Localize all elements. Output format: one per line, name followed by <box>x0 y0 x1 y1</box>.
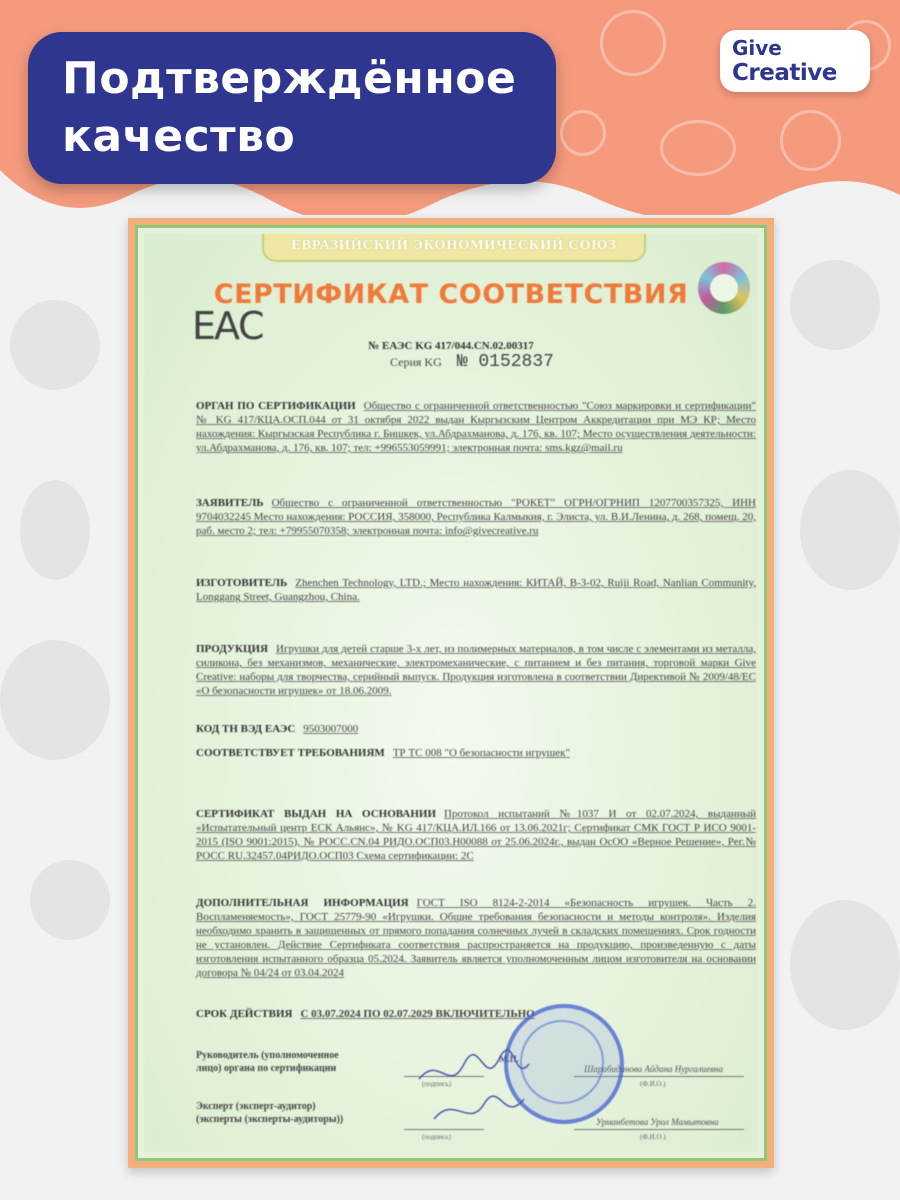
requirements-label: СООТВЕТСТВУЕТ ТРЕБОВАНИЯМ <box>196 747 385 759</box>
applicant-text: Общество с ограниченной ответственностью "РОКЕТ" ОГРН/ОГРНИП 1207700357325, ИНН 9704032245 Место нахождения: РОССИЯ, 358000, Республика Калмыкия, г. Элиста, ул. В.И.Ленина, д. 268, помещ. 20, раб. место 2; тел: +79955070358; электронная почта: info@givecreative.ru <box>196 497 756 537</box>
series-line <box>390 352 554 372</box>
expert-label-line-2: (эксперты (эксперты-аудиторы)) <box>196 1114 344 1125</box>
validity-label: СРОК ДЕЙСТВИЯ <box>196 1008 293 1020</box>
expert-name-caption: (Ф.И.О.) <box>640 1133 666 1141</box>
basis-text: Протокол испытаний №1037 И от 02.07.2024, выданный «Испытательный центр ЕСК Альянс», № KG 417/КЦА.ИЛ.166 от 13.06.2021г; Сертификат СМК ГОСТ Р ИСО 9001-2015 (ISO 9001:2015), № РОСС.CN.04 РИДО.ОСП03.Н00088 от 25.06.2024г., выдан ОсОО «Верное Решение», Рег.№ РОСС RU.32457.04РИДО.ОСП03 Схема сертификации: 2С <box>196 808 757 862</box>
title-pill <box>28 32 556 184</box>
series-label: Серия KG <box>390 355 442 369</box>
expert-name: Урманбетова Урол Мамытовна <box>596 1117 719 1127</box>
eac-mark: ЕАС <box>192 304 263 348</box>
background-doodle <box>790 900 900 1030</box>
product-text: Игрушки для детей старше 3-х лет, из полимерных материалов, в том числе с элементами из металла, силикона, без механизмов, механические, электромеханические, с питанием и без питания, торговой марки Give Creative: наборы для творчества, серийный выпуск. Продукция изготовлена в соответствии Директивой № 2009/48/ЕС «О безопасности игрушек» от 18.06.2009. <box>196 643 756 697</box>
background-doodle <box>10 300 100 390</box>
code-label: КОД ТН ВЭД ЕАЭС <box>196 723 296 735</box>
brand-logo <box>720 30 870 92</box>
section-code <box>196 722 756 736</box>
page-title-line-2: качество <box>62 111 296 162</box>
head-label <box>196 1049 339 1075</box>
background-doodle <box>30 860 110 940</box>
expert-name-line <box>574 1129 744 1130</box>
certificate-number: № ЕАЭС KG 417/044.CN.02.00317 <box>368 340 534 352</box>
section-product <box>196 642 756 698</box>
head-name: Шарабидинова Айдана Нургалиевна <box>584 1064 723 1074</box>
stamp-place: М.П. <box>499 1054 519 1064</box>
background-doodle <box>790 260 880 350</box>
product-label: ПРОДУКЦИЯ <box>196 643 269 655</box>
code-value: 9503007000 <box>303 723 359 735</box>
background-doodle <box>20 480 90 580</box>
organ-text: Общество с ограниченной ответственностью "Союз маркировки и сертификации" № KG 417/КЦА.ОСП.044 от 31 октября 2022 выдан Кыргызским Центром Аккредитации при МЭ КР; Место нахождения: Кыргызская Республика г. Бишкек, ул.Абдрахманова, д. 176, кв. 107; Место осуществления деятельности: ул.Абдрахманова, д. 176, кв. 107; тел: +996553059991; электронная почта: sms.kgz@mail.ru <box>196 400 757 454</box>
manufacturer-label: ИЗГОТОВИТЕЛЬ <box>196 577 288 589</box>
logo-text-give: Give <box>732 36 782 60</box>
additional-label: ДОПОЛНИТЕЛЬНАЯ ИНФОРМАЦИЯ <box>196 897 409 909</box>
applicant-label: ЗАЯВИТЕЛЬ <box>196 497 264 509</box>
organ-label: ОРГАН ПО СЕРТИФИКАЦИИ <box>196 400 356 412</box>
basis-label: СЕРТИФИКАТ ВЫДАН НА ОСНОВАНИИ <box>196 808 437 820</box>
series-number: № 0152837 <box>456 352 554 372</box>
requirements-value: ТР ТС 008 "О безопасности игрушек" <box>392 747 570 759</box>
background-doodle <box>800 470 900 590</box>
page-title-line-1: Подтверждённое <box>62 53 517 104</box>
head-signature-caption: (подпись) <box>422 1080 452 1088</box>
signature-scribble <box>414 1034 534 1134</box>
page-title <box>62 50 516 166</box>
section-manufacturer <box>196 576 756 604</box>
head-name-caption: (Ф.И.О.) <box>640 1080 666 1088</box>
section-applicant <box>196 496 756 538</box>
section-validity <box>196 1007 756 1021</box>
validity-text: С 03.07.2024 ПО 02.07.2029 ВКЛЮЧИТЕЛЬНО <box>300 1008 535 1020</box>
certificate-paper <box>144 234 758 1152</box>
certificate-border <box>135 225 767 1161</box>
section-requirements <box>196 746 756 760</box>
additional-text: ГОСТ ISO 8124-2-2014 «Безопасность игрушек. Часть 2. Воспламеняемость», ГОСТ 25779-90 «Игрушки. Общие требования безопасности и методы контроля». Изделия необходимо хранить в защищенных от прямого попадания солнечных лучей в складских помещениях. Срок годности не установлен. Действие Сертификата соответствия распространяется на продукцию, произведенную с даты изготовления испытанного образца 05.2024. Заявитель является уполномоченным лицом изготовителя на основании договора № 04/24 от 03.04.2024 <box>196 897 756 979</box>
logo-text-creative: Creative <box>732 60 837 86</box>
section-additional <box>196 896 756 980</box>
hologram-icon <box>698 262 750 314</box>
certificate-frame <box>128 218 774 1168</box>
section-basis <box>196 807 756 863</box>
expert-label <box>196 1100 343 1126</box>
expert-signature-caption: (подпись) <box>422 1133 452 1141</box>
expert-label-line-1: Эксперт (эксперт-аудитор) <box>196 1101 316 1112</box>
head-label-line-2: лицо) органа по сертификации <box>196 1063 337 1074</box>
section-organ <box>196 399 756 455</box>
manufacturer-text: Zhenchen Technology, LTD.; Место нахождения: КИТАЙ, В-3-02, Ruiji Road, Nanlian Community, Longgang Street, Guangzhou, China. <box>196 577 756 603</box>
certificate-title: СЕРТИФИКАТ СООТВЕТСТВИЯ <box>213 279 689 310</box>
union-banner: ЕВРАЗИЙСКИЙ ЭКОНОМИЧЕСКИЙ СОЮЗ <box>262 234 646 262</box>
background-doodle <box>0 640 110 760</box>
head-label-line-1: Руководитель (уполномоченное <box>196 1050 339 1061</box>
